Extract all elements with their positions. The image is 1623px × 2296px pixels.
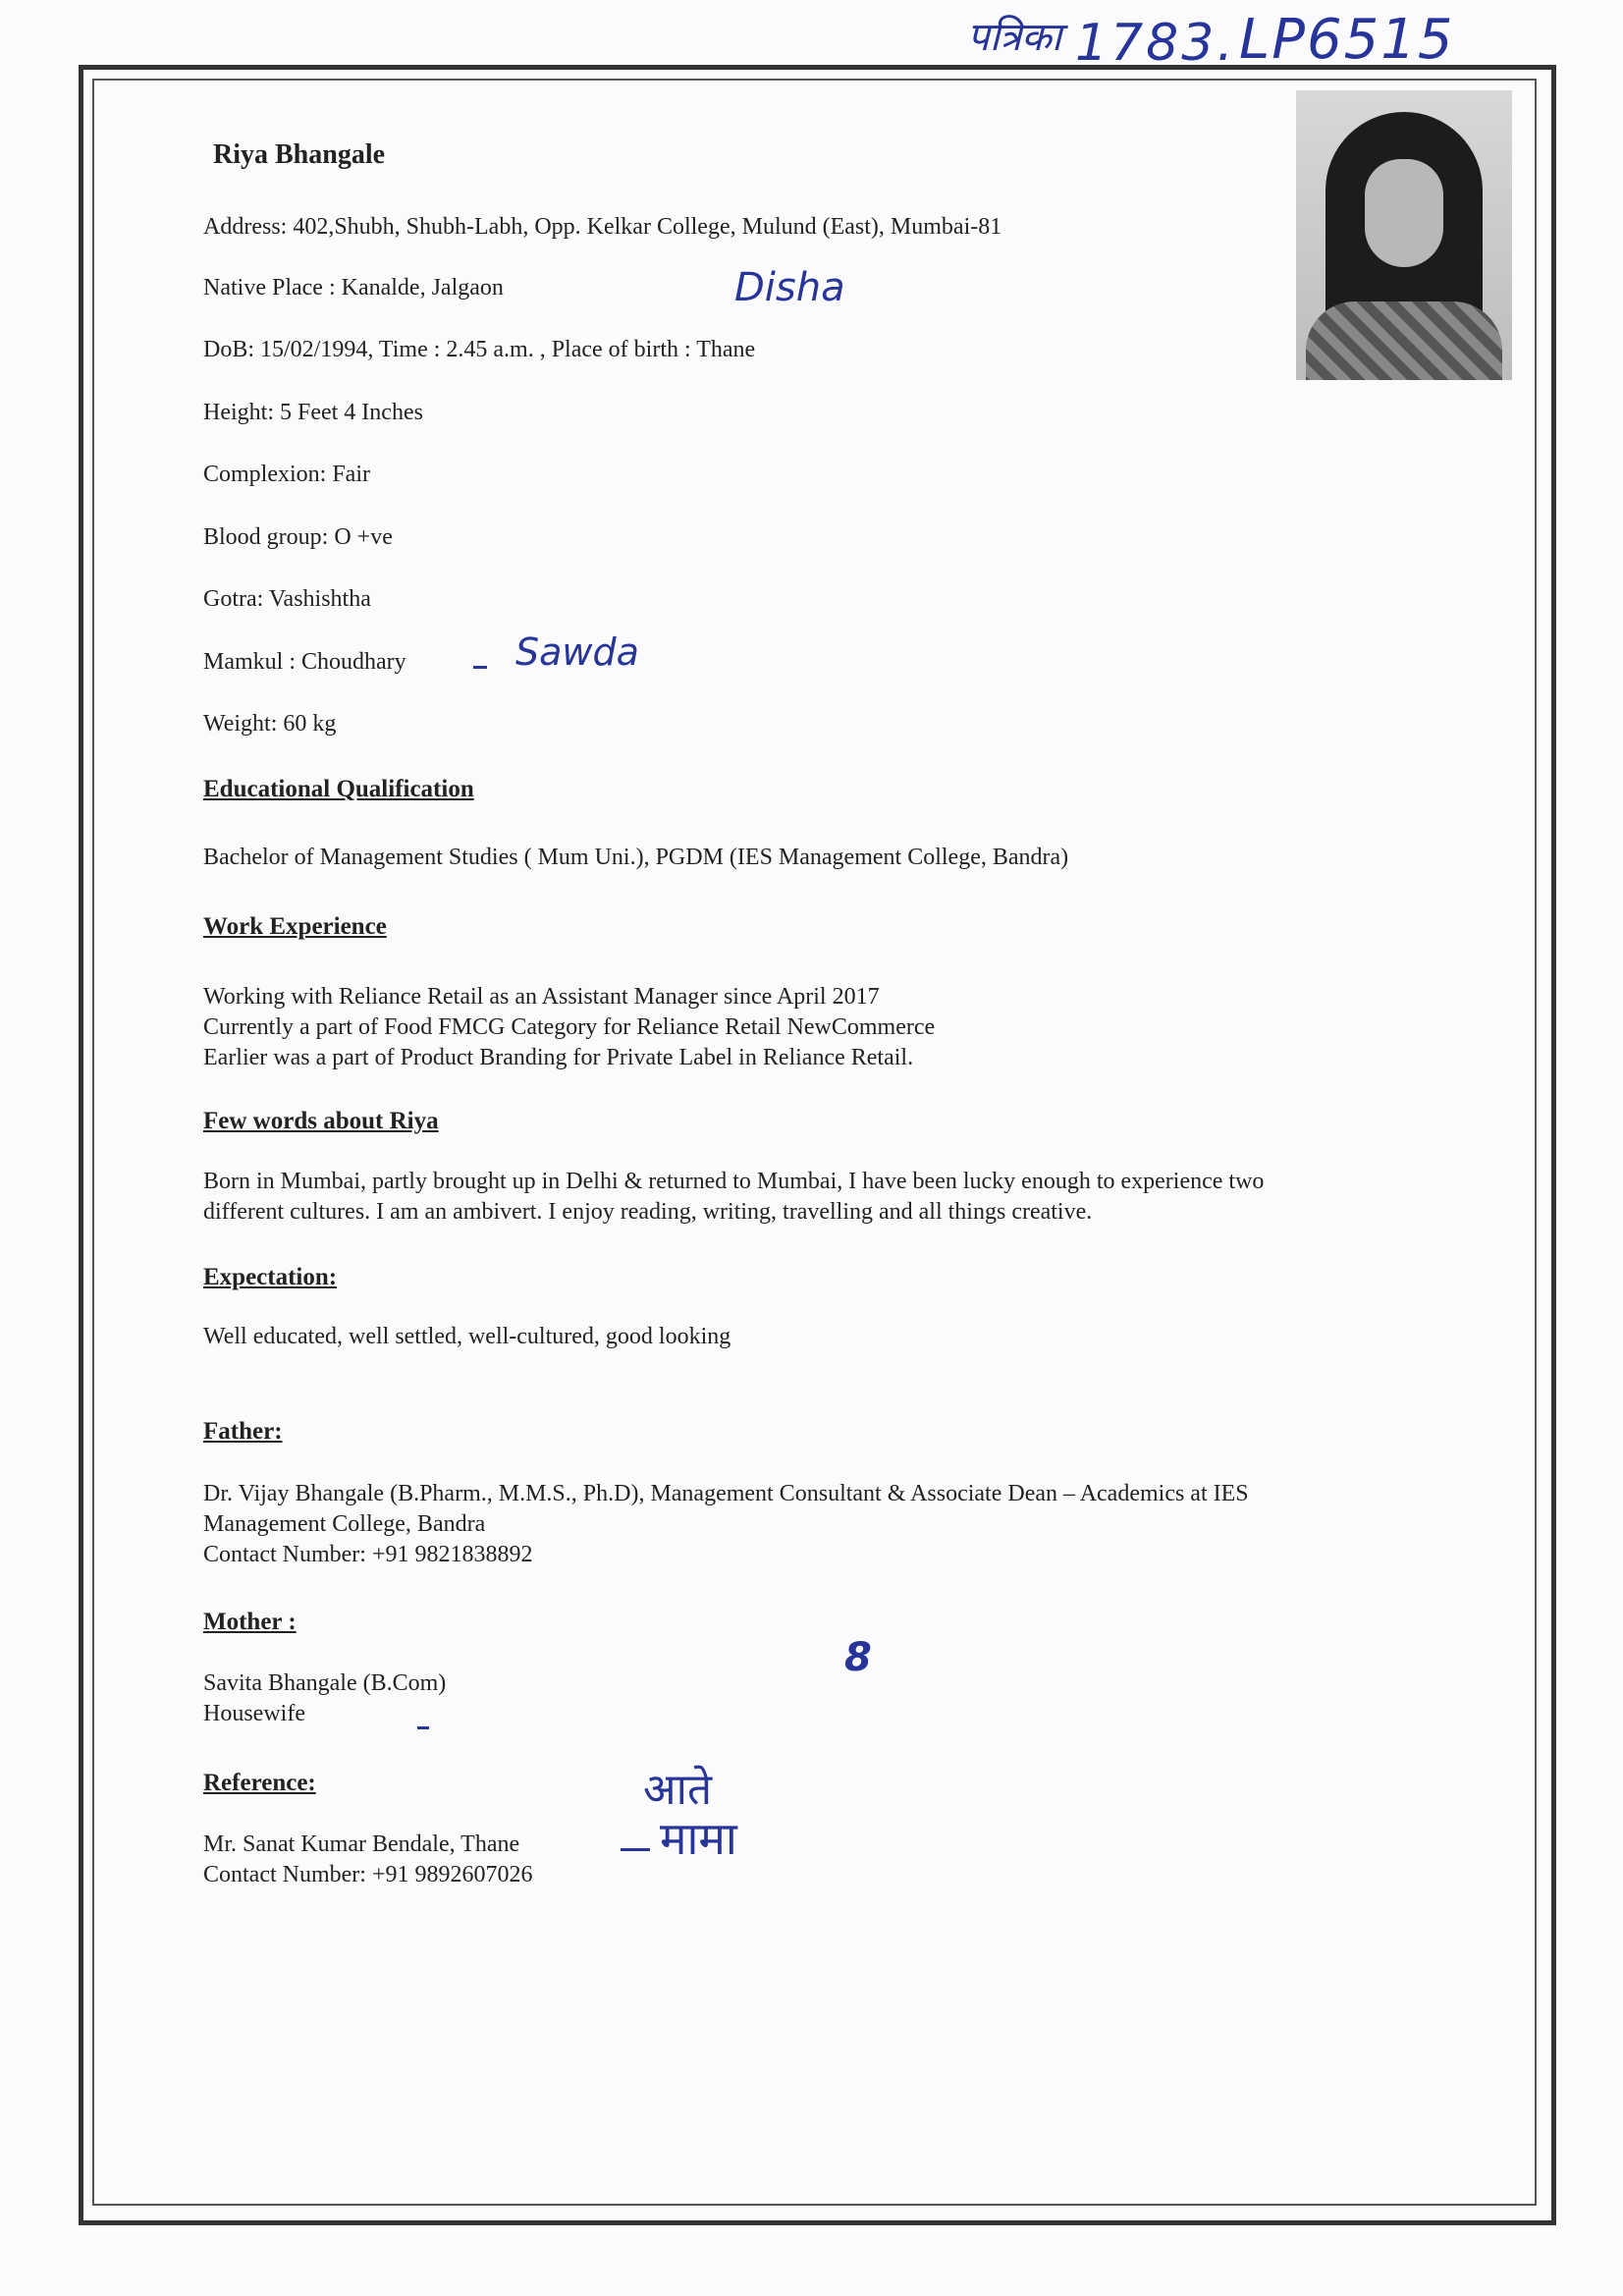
weight-line: Weight: 60 kg	[203, 711, 337, 737]
height-line: Height: 5 Feet 4 Inches	[203, 400, 423, 425]
gotra-line: Gotra: Vashishtha	[203, 586, 371, 612]
handwritten-profile-code: LP6515	[1239, 8, 1455, 72]
mother-heading: Mother :	[203, 1609, 297, 1635]
handwritten-sawda: Sawda	[515, 630, 639, 674]
father-line: Contact Number: +91 9821838892	[203, 1542, 533, 1567]
mother-line: Housewife	[203, 1701, 305, 1726]
handwritten-mama: मामा	[660, 1812, 737, 1865]
father-line: Management College, Bandra	[203, 1511, 486, 1537]
handwritten-disha: Disha	[734, 265, 845, 310]
father-line: Dr. Vijay Bhangale (B.Pharm., M.M.S., Ph.D), Management Consultant & Associate Dean – Academics at IES	[203, 1481, 1249, 1506]
reference-heading: Reference:	[203, 1770, 316, 1796]
work-heading: Work Experience	[203, 913, 387, 940]
dob-line: DoB: 15/02/1994, Time : 2.45 a.m. , Place of birth : Thane	[203, 337, 756, 362]
education-heading: Educational Qualification	[203, 776, 474, 802]
handwritten-note-top-left: पत्रिका	[967, 15, 1062, 60]
profile-photo	[1296, 90, 1512, 380]
expectation-heading: Expectation:	[203, 1264, 338, 1290]
expectation-text: Well educated, well settled, well-cultured, good looking	[203, 1324, 731, 1349]
handwritten-dash	[621, 1848, 650, 1851]
handwritten-aate: आते	[643, 1765, 713, 1815]
handwritten-dash	[473, 666, 487, 669]
profile-name: Riya Bhangale	[213, 139, 386, 170]
reference-line: Mr. Sanat Kumar Bendale, Thane	[203, 1831, 520, 1857]
reference-line: Contact Number: +91 9892607026	[203, 1862, 533, 1887]
mother-line: Savita Bhangale (B.Com)	[203, 1670, 447, 1696]
work-line: Currently a part of Food FMCG Category for Reliance Retail NewCommerce	[203, 1014, 936, 1040]
native-place-line: Native Place : Kanalde, Jalgaon	[203, 275, 504, 301]
blood-group-line: Blood group: O +ve	[203, 524, 393, 550]
work-line: Working with Reliance Retail as an Assistant Manager since April 2017	[203, 984, 880, 1010]
handwritten-mark: 8	[844, 1635, 872, 1680]
complexion-line: Complexion: Fair	[203, 462, 370, 487]
father-heading: Father:	[203, 1418, 283, 1445]
about-heading: Few words about Riya	[203, 1108, 439, 1134]
handwritten-file-number: 1783.	[1075, 14, 1236, 73]
education-text: Bachelor of Management Studies ( Mum Uni.), PGDM (IES Management College, Bandra)	[203, 845, 1069, 870]
about-line: different cultures. I am an ambivert. I enjoy reading, writing, travelling and all things creative.	[203, 1199, 1093, 1225]
address-line: Address: 402,Shubh, Shubh-Labh, Opp. Kelkar College, Mulund (East), Mumbai-81	[203, 214, 1002, 240]
about-line: Born in Mumbai, partly brought up in Delhi & returned to Mumbai, I have been lucky enough to experience two	[203, 1169, 1265, 1194]
mamkul-line: Mamkul : Choudhary	[203, 649, 406, 675]
handwritten-dash	[417, 1726, 429, 1729]
work-line: Earlier was a part of Product Branding for Private Label in Reliance Retail.	[203, 1045, 914, 1070]
